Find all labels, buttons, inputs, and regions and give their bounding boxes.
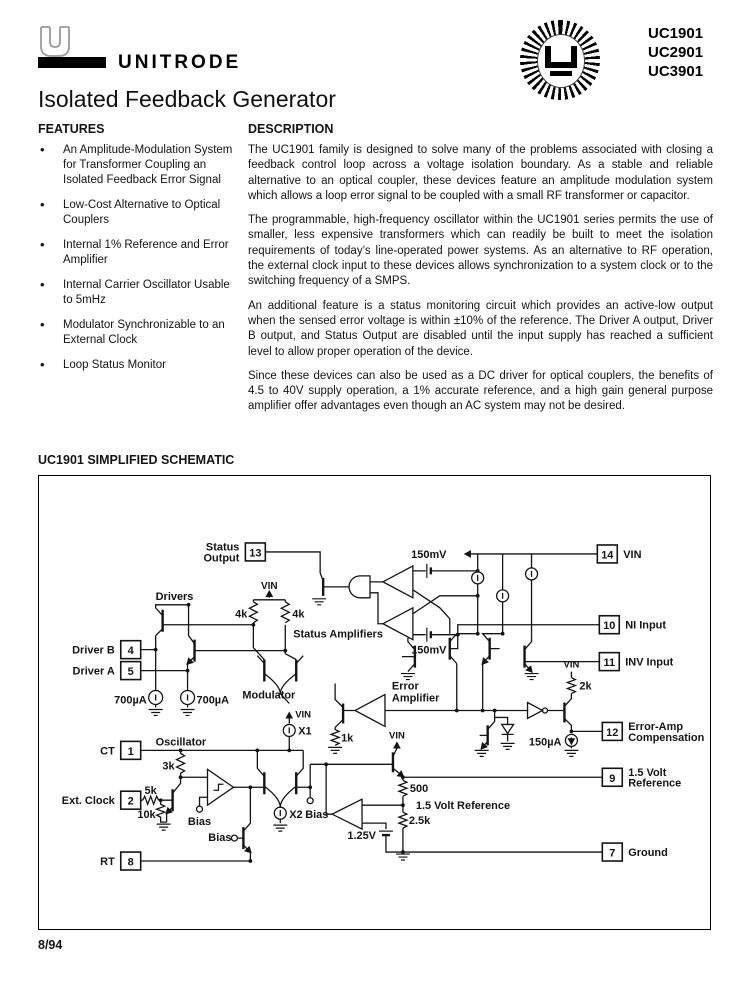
schematic-label: 2k [579,680,592,693]
feature-item: • Low-Cost Alternative to Optical Couplers [38,198,240,228]
pin-14 [597,545,641,563]
unitrode-logo [38,26,242,73]
schematic-label: 1.5 Volt Reference [415,800,511,813]
pin-label: CT [100,745,115,758]
schematic-label: Bias [187,816,212,829]
description-paragraph: The programmable, high-frequency oscillator within the UC1901 series permits the use of smaller, less expensive transformers which can readily be built to meet the isolation requirements of today’s line-operated power systems. As an alternative to RF operation, the external clock input to these devices allows synchronization to a system clock or to the switching frequency of a SMPS. [248,214,713,288]
schematic-label: 150µA [528,736,562,749]
pin-label: NI Input [625,619,667,632]
schematic-label: 500 [409,783,429,796]
schematic-label: 700µA [114,694,147,707]
feature-item: • An Amplitude-Modulation System for Transformer Coupling an Isolated Feedback Error Signal [38,143,240,188]
schematic-label: VIN [261,580,278,592]
schematic-label: Drivers [155,590,194,603]
logo-bar [38,57,106,68]
pin-label: Error-Amp [628,720,684,733]
schematic-label: 1.25V [347,830,376,843]
schematic-label: Status Amplifiers [293,628,383,641]
schematic-label: 700µA [196,694,230,707]
schematic-label: Bias [305,809,329,822]
schematic-label: 5k [144,785,157,798]
pin-10 [599,616,666,634]
schematic-label: VIN [563,659,580,671]
svg-text:9: 9 [609,772,616,785]
schematic-labels [114,549,592,844]
schematic-label: Amplifier [391,692,440,705]
part-number: UC3901 [648,63,704,80]
unitrode-u-icon [38,26,74,58]
schematic-label: X2 [289,809,303,822]
schematic-label: 150mV [411,644,447,657]
pin-label: Output [203,552,240,565]
date-code: 8/94 [38,938,63,952]
description-paragraph: The UC1901 family is designed to solve many of the problems associated with closing a feedback control loop across a voltage isolation boundary. As a stable and reliable alternative to an optical coupler, these devices feature an amplitude modulation system which allows a loop error signal to be coupled with a small RF transformer or capacitor. [248,144,713,202]
schematic-label: 1k [341,732,354,745]
svg-text:10: 10 [603,620,616,633]
description-section [248,122,713,424]
pin-11 [599,653,673,671]
svg-text:1: 1 [127,745,134,758]
pin-4 [72,641,141,659]
schematic-frame [38,475,711,930]
feature-item: • Internal 1% Reference and Error Amplifier [38,238,240,268]
pin-label: Reference [628,777,682,790]
pin-label: INV Input [625,656,674,669]
part-number: UC2901 [648,44,704,61]
pin-label: VIN [623,548,642,561]
svg-text:2: 2 [127,795,134,808]
feature-item: • Modulator Synchronizable to an External Clock [38,318,240,348]
schematic-label: Modulator [242,689,296,702]
pin-label: Compensation [628,731,705,744]
unitrode-seal-icon [520,20,600,100]
schematic-label: 10k [137,809,156,822]
features-section [38,122,240,383]
schematic-label: X1 [298,725,312,738]
svg-text:5: 5 [127,666,134,679]
schematic-label: Oscillator [155,736,207,749]
schematic-diagram [39,476,710,929]
pin-label: 1.5 Volt [628,766,667,779]
schematic-label: Error [391,680,419,693]
pin-7 [602,843,667,861]
page-title: Isolated Feedback Generator [38,86,336,112]
pin-label: Driver A [72,665,115,678]
features-heading: FEATURES [38,122,105,136]
schematic-label: 150mV [411,548,447,561]
svg-text:4: 4 [127,645,134,658]
junction-dots [154,569,574,863]
feature-item: • Internal Carrier Oscillator Usable to 5mHz [38,278,240,308]
feature-item: • Loop Status Monitor [38,358,240,373]
pin-2 [62,791,141,809]
pin-9 [602,767,681,790]
pin-label: RT [100,856,115,869]
description-heading: DESCRIPTION [248,122,334,136]
part-number: UC1901 [648,25,704,42]
brand-name: UNITRODE [118,52,242,73]
schematic-label: VIN [295,709,312,721]
schematic-label: 4k [235,608,248,621]
svg-text:13: 13 [249,547,262,560]
svg-text:14: 14 [601,549,614,562]
description-paragraph: Since these devices can also be used as a DC driver for optical couplers, the benefits of 4.5 to 40V supply operation, a 1% accurate reference, and a high gain general purpose amplifier offer advantages even though an AC system may not be desired. [248,369,713,413]
pin-8 [100,852,141,870]
pin-label: Ground [628,847,668,860]
pin-1 [100,741,141,759]
svg-text:7: 7 [609,847,616,860]
pin-13 [204,541,266,564]
pin-label: Ext. Clock [61,795,115,808]
features-list [38,143,240,373]
schematic-heading: UC1901 SIMPLIFIED SCHEMATIC [38,453,235,467]
pin-5 [73,662,141,680]
schematic-label: 4k [292,608,305,621]
schematic-label: 3k [162,760,175,773]
svg-text:12: 12 [606,726,619,739]
schematic-label: 2.5k [408,815,431,828]
description-body [248,143,713,415]
schematic-label: Bias [208,832,232,845]
seal-u-icon [545,46,577,68]
description-paragraph: An additional feature is a status monitoring circuit which provides an active-low output when the sensed error voltage is within ±10% of the reference. The Driver A output, Driver B output, and Status Output are disabled until the input supply has reached a sufficient level to allow proper operation of the device. [248,299,713,358]
schematic-label: VIN [389,730,405,742]
pin-label: Status [205,541,240,554]
pin-label: Driver B [72,644,115,657]
pin-12 [602,721,704,744]
svg-text:8: 8 [127,856,134,869]
part-numbers [648,24,703,81]
svg-text:11: 11 [603,657,616,670]
